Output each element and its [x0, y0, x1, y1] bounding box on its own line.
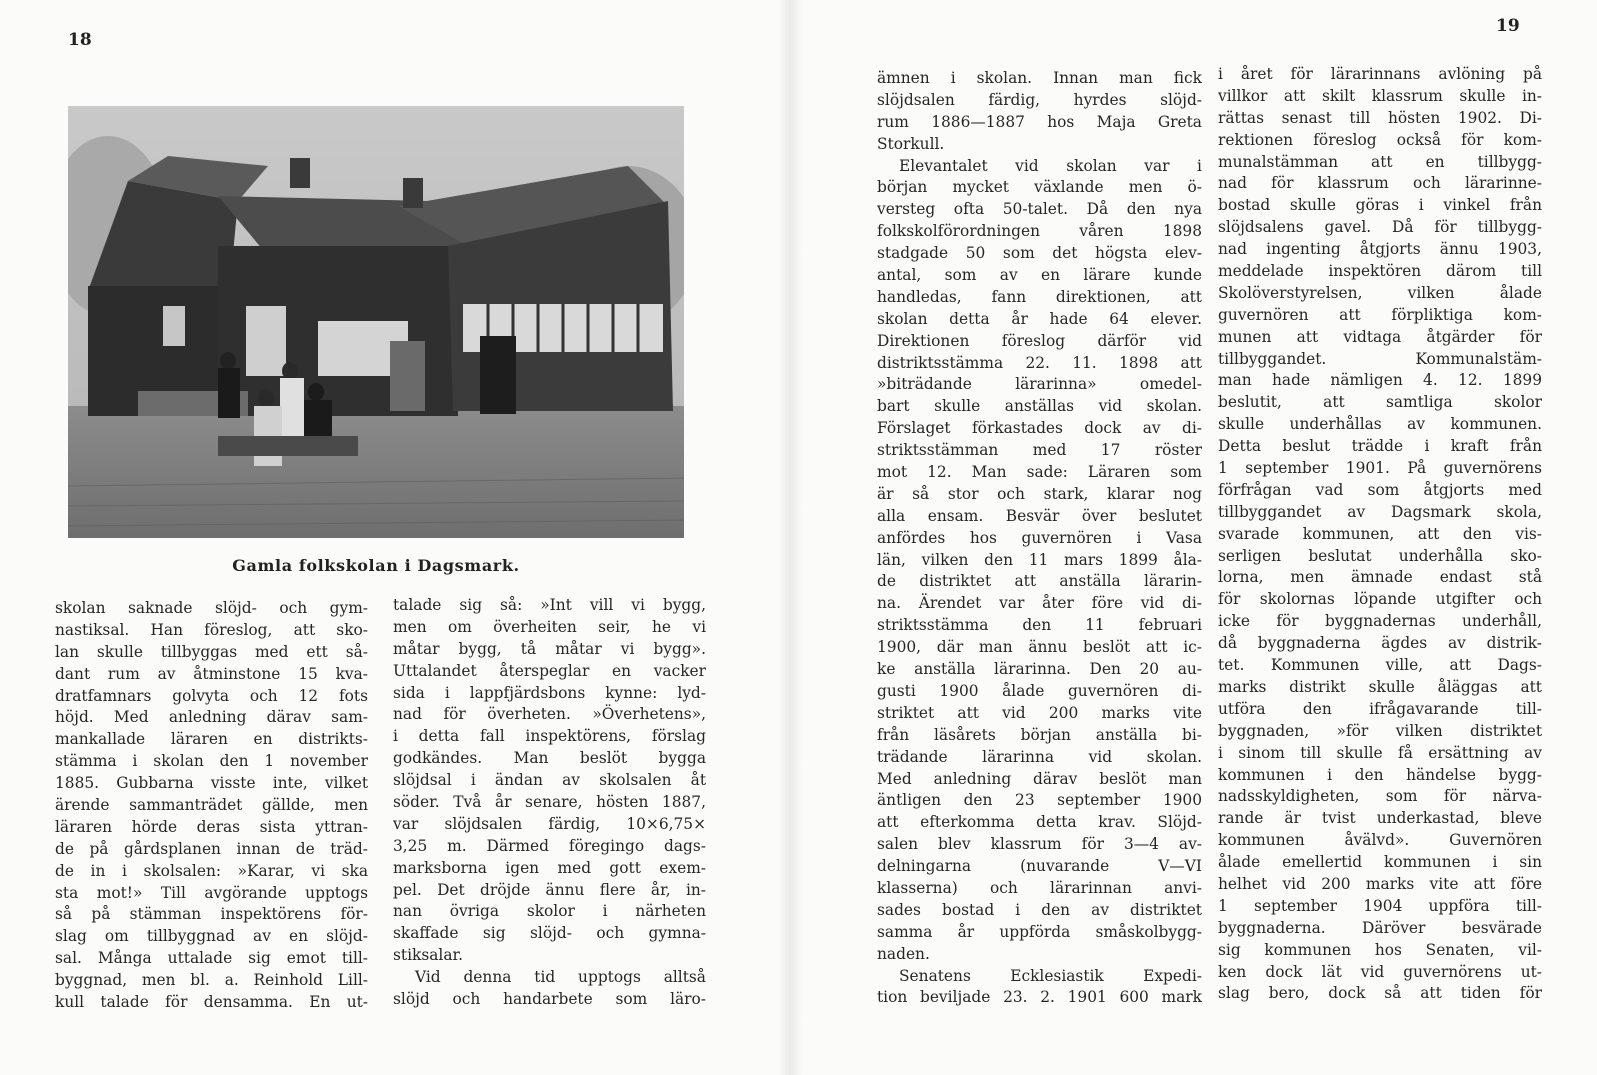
text-line: söder. Två år senare, hösten 1887,	[393, 793, 706, 812]
text-line: folkskolförordningen våren 1898	[877, 222, 1202, 241]
text-line: tion beviljade 23. 2. 1901 600 mark	[877, 988, 1202, 1007]
text-line: ken dock lät vid guvernörens ut-	[1218, 962, 1542, 981]
text-line: nastiksal. Han föreslog, att sko-	[55, 620, 368, 639]
text-line: så på stämman inspektörens för-	[55, 905, 368, 924]
text-line: munalstämman att en tillbygg-	[1218, 152, 1542, 171]
text-line: rande är tvist underkastad, bleve	[1218, 809, 1542, 828]
text-line: klasserna) och lärarinnan anvi-	[877, 878, 1202, 897]
text-line: byggnad, men bl. a. Reinhold Lill-	[55, 971, 368, 990]
text-line: läraren hörde deras sista yttran-	[55, 817, 368, 836]
text-line: rättas senast till hösten 1902. Di-	[1218, 108, 1542, 127]
text-line: beslutit, att samtliga skolor	[1218, 393, 1542, 412]
text-line: utföra den ifrågavarande till-	[1218, 699, 1542, 718]
text-line: skaffade sig slöjd- och gymna-	[393, 924, 706, 943]
text-line: Skolöverstyrelsen, vilken ålade	[1218, 283, 1542, 302]
text-line: tillbyggandet. Kommunalstäm-	[1218, 349, 1542, 368]
text-line: handledas, fann direktionen, att	[877, 287, 1202, 306]
text-line: förfrågan vad som åtgjorts med	[1218, 480, 1542, 499]
text-line: bart skulle anställas vid skolan.	[877, 397, 1202, 416]
text-line: 1 september 1904 uppföra till-	[1218, 896, 1542, 915]
text-line: lorna, men ämnade endast stå	[1218, 568, 1542, 587]
text-line: då byggnaderna ägdes av distrik-	[1218, 634, 1542, 653]
text-line: för skolornas löpande utgifter och	[1218, 590, 1542, 609]
text-line: ålade emellertid kommunen i sin	[1218, 853, 1542, 872]
text-line: slöjdsalens gavel. Då för tillbygg-	[1218, 218, 1542, 237]
text-line: antal, som av en lärare kunde	[877, 266, 1202, 285]
text-line: kommunen i den händelse bygg-	[1218, 765, 1542, 784]
left-column-1	[55, 598, 368, 1014]
text-line: salen blev klassrum för 3—4 av-	[877, 835, 1202, 854]
page-number: 19	[1496, 16, 1520, 36]
text-line: nad för överheten. »Överhetens»,	[393, 705, 706, 724]
text-line: »biträdande lärarinna» omedel-	[877, 375, 1202, 394]
text-line: svarade kommunen, att den vis-	[1218, 524, 1542, 543]
text-line: byggnaderna. Däröver besvärade	[1218, 918, 1542, 937]
text-line: dratfamnars golvyta och 12 fots	[55, 686, 368, 705]
right-column-1	[877, 68, 1202, 1009]
text-line: ärende sammanträdet gällde, men	[55, 796, 368, 815]
text-line: munen att vidtaga åtgärder för	[1218, 327, 1542, 346]
text-line: man hade nämligen 4. 12. 1899	[1218, 371, 1542, 390]
text-line: sal. Många uttalade sig emot till-	[55, 949, 368, 968]
text-line: nan övriga skolor i närheten	[393, 902, 706, 921]
text-line: 1 september 1901. På guvernörens	[1218, 459, 1542, 478]
text-line: slöjdsalen färdig, hyrdes slöjd-	[877, 90, 1202, 109]
text-line: rektionen föreslog också för kom-	[1218, 130, 1542, 149]
text-line: Förslaget förkastades dock av di-	[877, 419, 1202, 438]
text-line: ke anställa lärarinna. Den 20 au-	[877, 660, 1202, 679]
text-line: alla ensam. Besvär över beslutet	[877, 506, 1202, 525]
schoolhouse-photo	[68, 106, 684, 538]
text-line: guvernören att förpliktiga kom-	[1218, 305, 1542, 324]
text-line: är så stor och stark, klarar nog	[877, 484, 1202, 503]
right-column-2	[1218, 64, 1542, 1005]
text-line: gusti 1900 ålade guvernören di-	[877, 681, 1202, 700]
left-page	[0, 0, 790, 1075]
text-line: var slöjdsalen färdig, 10×6,75×	[393, 814, 706, 833]
text-line: meddelade inspektören därom till	[1218, 262, 1542, 281]
text-line: slag om tillbyggnad av en slöjd-	[55, 927, 368, 946]
text-line: slöjd och handarbete som läro-	[393, 990, 706, 1009]
text-line: tillbyggandet av Dagsmark skola,	[1218, 502, 1542, 521]
text-line: serligen beslutat underhålla sko-	[1218, 546, 1542, 565]
text-line: i året för lärarinnans avlöning på	[1218, 65, 1542, 83]
text-line: samma år uppförda småskolbygg-	[877, 922, 1202, 941]
text-line: dant rum av åtminstone 15 kva-	[55, 664, 368, 683]
text-line: 1900, där man ännu beslöt att ic-	[877, 638, 1202, 657]
text-line: lan skulle tillbyggas med ett så-	[55, 642, 368, 661]
text-line: nad ingenting åtgjorts ännu 1903,	[1218, 240, 1542, 259]
photo-caption: Gamla folkskolan i Dagsmark.	[232, 556, 520, 575]
right-page	[790, 0, 1597, 1075]
left-column-2	[393, 595, 706, 1011]
text-line: kull talade för densamma. En ut-	[55, 993, 368, 1012]
text-line: tet. Kommunen ville, att Dags-	[1218, 656, 1542, 675]
text-line: slag bero, dock så att tiden för	[1218, 984, 1542, 1003]
text-line: nad för klassrum och lärarinne-	[1218, 174, 1542, 193]
text-line: Vid denna tid upptogs alltså	[415, 968, 706, 987]
text-line: att efterkomma detta krav. Slöjd-	[877, 813, 1202, 832]
text-line: bostad skulle göras i vinkel från	[1218, 196, 1542, 215]
schoolhouse-photo-image	[68, 106, 684, 538]
text-line: sig kommunen hos Senaten, vil-	[1218, 940, 1542, 959]
text-line: Uttalandet återspeglar en vacker	[393, 661, 706, 680]
text-line: na. Ärendet var åter före vid di-	[877, 594, 1202, 613]
text-line: trädande lärarinna vid skolan.	[877, 747, 1202, 766]
text-line: län, vilken den 11 mars 1899 åla-	[877, 550, 1202, 569]
text-line: delningarna (nuvarande V—VI	[877, 857, 1202, 876]
text-line: rum 1886—1887 hos Maja Greta	[877, 112, 1202, 131]
text-line: men om överheiten seir, he vi	[393, 617, 706, 636]
text-line: pel. Det dröjde ännu flere år, in-	[393, 880, 706, 899]
text-line: ämnen i skolan. Innan man fick	[877, 69, 1202, 87]
text-line: i detta fall inspektörens, förslag	[393, 727, 706, 746]
text-line: nadsskyldigheten, som för närva-	[1218, 787, 1542, 806]
text-line: versteg ofta 50-talet. Då den nya	[877, 200, 1202, 219]
text-line: från läsårets början anställa bi-	[877, 725, 1202, 744]
text-line: marks distrikt skulle åläggas att	[1218, 677, 1542, 696]
page-number: 18	[68, 30, 92, 50]
text-line: marksborna igen med gott exem-	[393, 858, 706, 877]
text-line: äntligen den 23 september 1900	[877, 791, 1202, 810]
text-line: de in i skolsalen: »Karar, vi ska	[55, 861, 368, 880]
text-line: sades bostad i den av distriktet	[877, 900, 1202, 919]
text-line: Storkull.	[877, 134, 945, 153]
text-line: slöjdsal i ändan av skolsalen åt	[393, 771, 706, 790]
text-line: mankallade läraren en distrikts-	[55, 730, 368, 749]
text-line: anfördes hos guvernören i Vasa	[877, 528, 1202, 547]
text-line: skolan detta år hade 64 elever.	[877, 309, 1202, 328]
text-line: sta mot!» Till avgörande upptogs	[55, 883, 368, 902]
text-line: de på gårdsplanen innan de träd-	[55, 839, 368, 858]
text-line: stämma i skolan den 1 november	[55, 752, 368, 771]
text-line: striktet att vid 200 marks vite	[877, 703, 1202, 722]
text-line: Senatens Ecklesiastik Expedi-	[899, 966, 1202, 985]
text-line: distriktsstämma 22. 11. 1898 att	[877, 353, 1202, 372]
text-line: villkor att skilt klassrum skulle in-	[1218, 86, 1542, 105]
text-line: icke för byggnadernas underhåll,	[1218, 612, 1542, 631]
text-line: striktsstämma den 11 februari	[877, 616, 1202, 635]
text-line: mot 12. Man sade: Läraren som	[877, 463, 1202, 482]
text-line: Direktionen föreslog därför vid	[877, 331, 1202, 350]
text-line: Med anledning därav beslöt man	[877, 769, 1202, 788]
text-line: Elevantalet vid skolan var i	[899, 156, 1202, 175]
text-line: 1885. Gubbarna visste inte, vilket	[55, 774, 368, 793]
text-line: 3,25 m. Därmed föregingo dags-	[393, 836, 706, 855]
text-line: skolan saknade slöjd- och gym-	[55, 599, 368, 617]
text-line: början mycket växlande men ö-	[877, 178, 1202, 197]
text-line: höjd. Med anledning därav sam-	[55, 708, 368, 727]
text-line: stadgade 50 som det högsta elev-	[877, 244, 1202, 263]
text-line: godkändes. Man beslöt bygga	[393, 749, 706, 768]
text-line: helhet vid 200 marks vite att före	[1218, 874, 1542, 893]
text-line: byggnaden, »för vilken distriktet	[1218, 721, 1542, 740]
text-line: måtar bygg, tå måtar vi bygg».	[393, 639, 706, 658]
text-line: sida i lappfjärdsbons kynne: lyd-	[393, 683, 706, 702]
text-line: naden.	[877, 944, 930, 963]
text-line: de distriktet att anställa lärarin-	[877, 572, 1202, 591]
text-line: talade sig så: »Int vill vi bygg,	[393, 596, 706, 614]
text-line: i sinom till skulle få ersättning av	[1218, 743, 1542, 762]
text-line: Detta beslut trädde i kraft från	[1218, 437, 1542, 456]
text-line: skulle underhållas av kommunen.	[1218, 415, 1542, 434]
text-line: stiksalar.	[393, 946, 464, 965]
text-line: striktsstämman med 17 röster	[877, 441, 1202, 460]
text-line: kommunen åvälvd». Guvernören	[1218, 831, 1542, 850]
